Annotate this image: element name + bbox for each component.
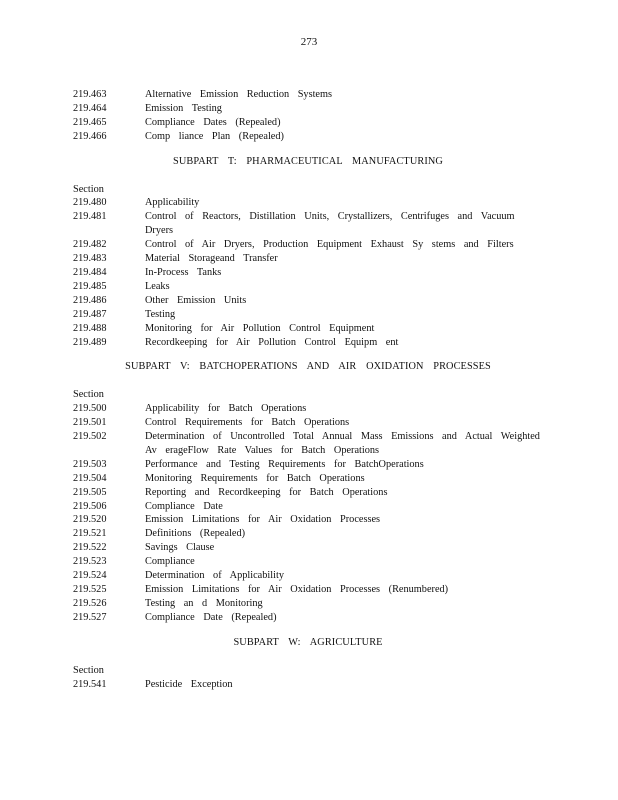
section-title: Compliance Dates (Repealed): [145, 116, 281, 128]
toc-entry: [73, 527, 543, 541]
toc-entry: [73, 210, 543, 238]
toc-entry: [73, 88, 543, 102]
toc-entry: [73, 196, 543, 210]
section-number: 219.486: [73, 294, 107, 306]
section-title: Testing an d Monitoring: [145, 597, 263, 609]
section-label: Section: [73, 183, 104, 195]
toc-entry: [73, 252, 543, 266]
section-number: 219.487: [73, 308, 107, 320]
toc-group: [73, 88, 543, 144]
subpart-heading: SUBPART T: PHARMACEUTICAL MANUFACTURING: [173, 155, 443, 167]
table-of-contents: [73, 88, 543, 691]
section-number: 219.481: [73, 211, 107, 223]
section-number: 219.488: [73, 322, 107, 334]
section-number: 219.541: [73, 678, 107, 690]
toc-group: [73, 360, 543, 624]
section-number: 219.480: [73, 197, 107, 209]
section-title: Pesticide Exception: [145, 678, 233, 690]
toc-entry: [73, 541, 543, 555]
section-label: Section: [73, 664, 104, 676]
section-number: 219.463: [73, 89, 107, 100]
toc-entry: [73, 294, 543, 308]
section-number: 219.523: [73, 556, 107, 568]
toc-entry: [73, 486, 543, 500]
section-number: 219.521: [73, 528, 107, 540]
section-title: Compliance Date (Repealed): [145, 611, 277, 623]
section-title: Testing: [145, 308, 176, 320]
section-title: Performance and Testing Requirements for BatchOperations: [145, 458, 424, 470]
section-title: Applicability for Batch Operations: [145, 403, 307, 415]
section-title: Applicability: [145, 197, 200, 209]
section-title: Leaks: [145, 280, 170, 292]
section-label: Section: [73, 389, 104, 401]
section-number: 219.503: [73, 458, 107, 470]
section-title: Compliance Date: [145, 500, 223, 512]
toc-entry: [73, 308, 543, 322]
section-number: 219.489: [73, 336, 107, 348]
toc-entry: [73, 430, 543, 458]
section-title: Determination of Uncontrolled Total Annual Mass Emissions and Actual Weighted Av erageFlow Rate Values for Batch Operations: [145, 431, 540, 456]
toc-entry: [73, 130, 543, 144]
section-number: 219.520: [73, 514, 107, 526]
section-title: Savings Clause: [145, 542, 215, 554]
toc-entry: [73, 569, 543, 583]
section-title: Control of Reactors, Distillation Units, Crystallizers, Centrifuges and Vacuum Dryers: [145, 211, 515, 237]
toc-group: [73, 636, 543, 692]
toc-entry: [73, 102, 543, 116]
subpart-heading: SUBPART V: BATCHOPERATIONS AND AIR OXIDATION PROCESSES: [125, 361, 491, 373]
section-number: 219.485: [73, 280, 107, 292]
section-title: Emission Limitations for Air Oxidation Processes (Renumbered): [145, 584, 449, 595]
section-title: Recordkeeping for Air Pollution Control Equipm ent: [145, 336, 399, 348]
section-number: 219.501: [73, 417, 107, 429]
section-title: In-Process Tanks: [145, 266, 222, 278]
section-title: Emission Testing: [145, 102, 222, 114]
section-number: 219.483: [73, 253, 107, 265]
section-title: Control Requirements for Batch Operations: [145, 417, 350, 429]
section-title: Emission Limitations for Air Oxidation Processes: [145, 514, 381, 526]
section-number: 219.506: [73, 500, 107, 512]
toc-entry: [73, 238, 543, 252]
toc-entry: [73, 402, 543, 416]
section-number: 219.522: [73, 542, 107, 554]
section-title: Material Storageand Transfer: [145, 253, 278, 265]
toc-entry: [73, 500, 543, 514]
section-number: 219.484: [73, 266, 107, 278]
section-number: 219.527: [73, 611, 107, 623]
toc-entry: [73, 266, 543, 280]
section-number: 219.524: [73, 570, 107, 582]
section-number: 219.500: [73, 403, 107, 415]
section-number: 219.502: [73, 431, 107, 443]
section-number: 219.525: [73, 584, 107, 595]
section-title: Monitoring Requirements for Batch Operations: [145, 472, 365, 484]
section-title: Reporting and Recordkeeping for Batch Operations: [145, 486, 388, 498]
section-number: 219.466: [73, 130, 107, 142]
toc-entry: [73, 116, 543, 130]
section-title: Definitions (Repealed): [145, 528, 246, 540]
toc-entry: [73, 336, 543, 350]
toc-entry: [73, 322, 543, 336]
toc-entry: [73, 458, 543, 472]
section-number: 219.505: [73, 486, 107, 498]
toc-entry: [73, 611, 543, 625]
toc-group: [73, 155, 543, 350]
page-number: 273: [300, 36, 318, 48]
section-title: Comp liance Plan (Repealed): [145, 130, 284, 142]
toc-entry: [73, 597, 543, 611]
section-number: 219.526: [73, 597, 107, 609]
toc-entry: [73, 416, 543, 430]
section-title: Compliance: [145, 556, 195, 568]
toc-entry: [73, 280, 543, 294]
subpart-heading: SUBPART W: AGRICULTURE: [233, 636, 383, 648]
toc-entry: [73, 678, 543, 692]
section-title: Alternative Emission Reduction Systems: [145, 89, 333, 100]
section-title: Monitoring for Air Pollution Control Equipment: [145, 322, 375, 334]
toc-entry: [73, 472, 543, 486]
section-number: 219.465: [73, 116, 107, 128]
section-title: Control of Air Dryers, Production Equipment Exhaust Sy stems and Filters: [145, 239, 514, 251]
toc-entry: [73, 555, 543, 569]
toc-entry: [73, 513, 543, 527]
section-title: Determination of Applicability: [145, 570, 284, 582]
toc-entry: [73, 583, 543, 597]
section-number: 219.482: [73, 239, 107, 251]
section-number: 219.464: [73, 102, 107, 114]
section-number: 219.504: [73, 472, 107, 484]
section-title: Other Emission Units: [145, 294, 247, 306]
